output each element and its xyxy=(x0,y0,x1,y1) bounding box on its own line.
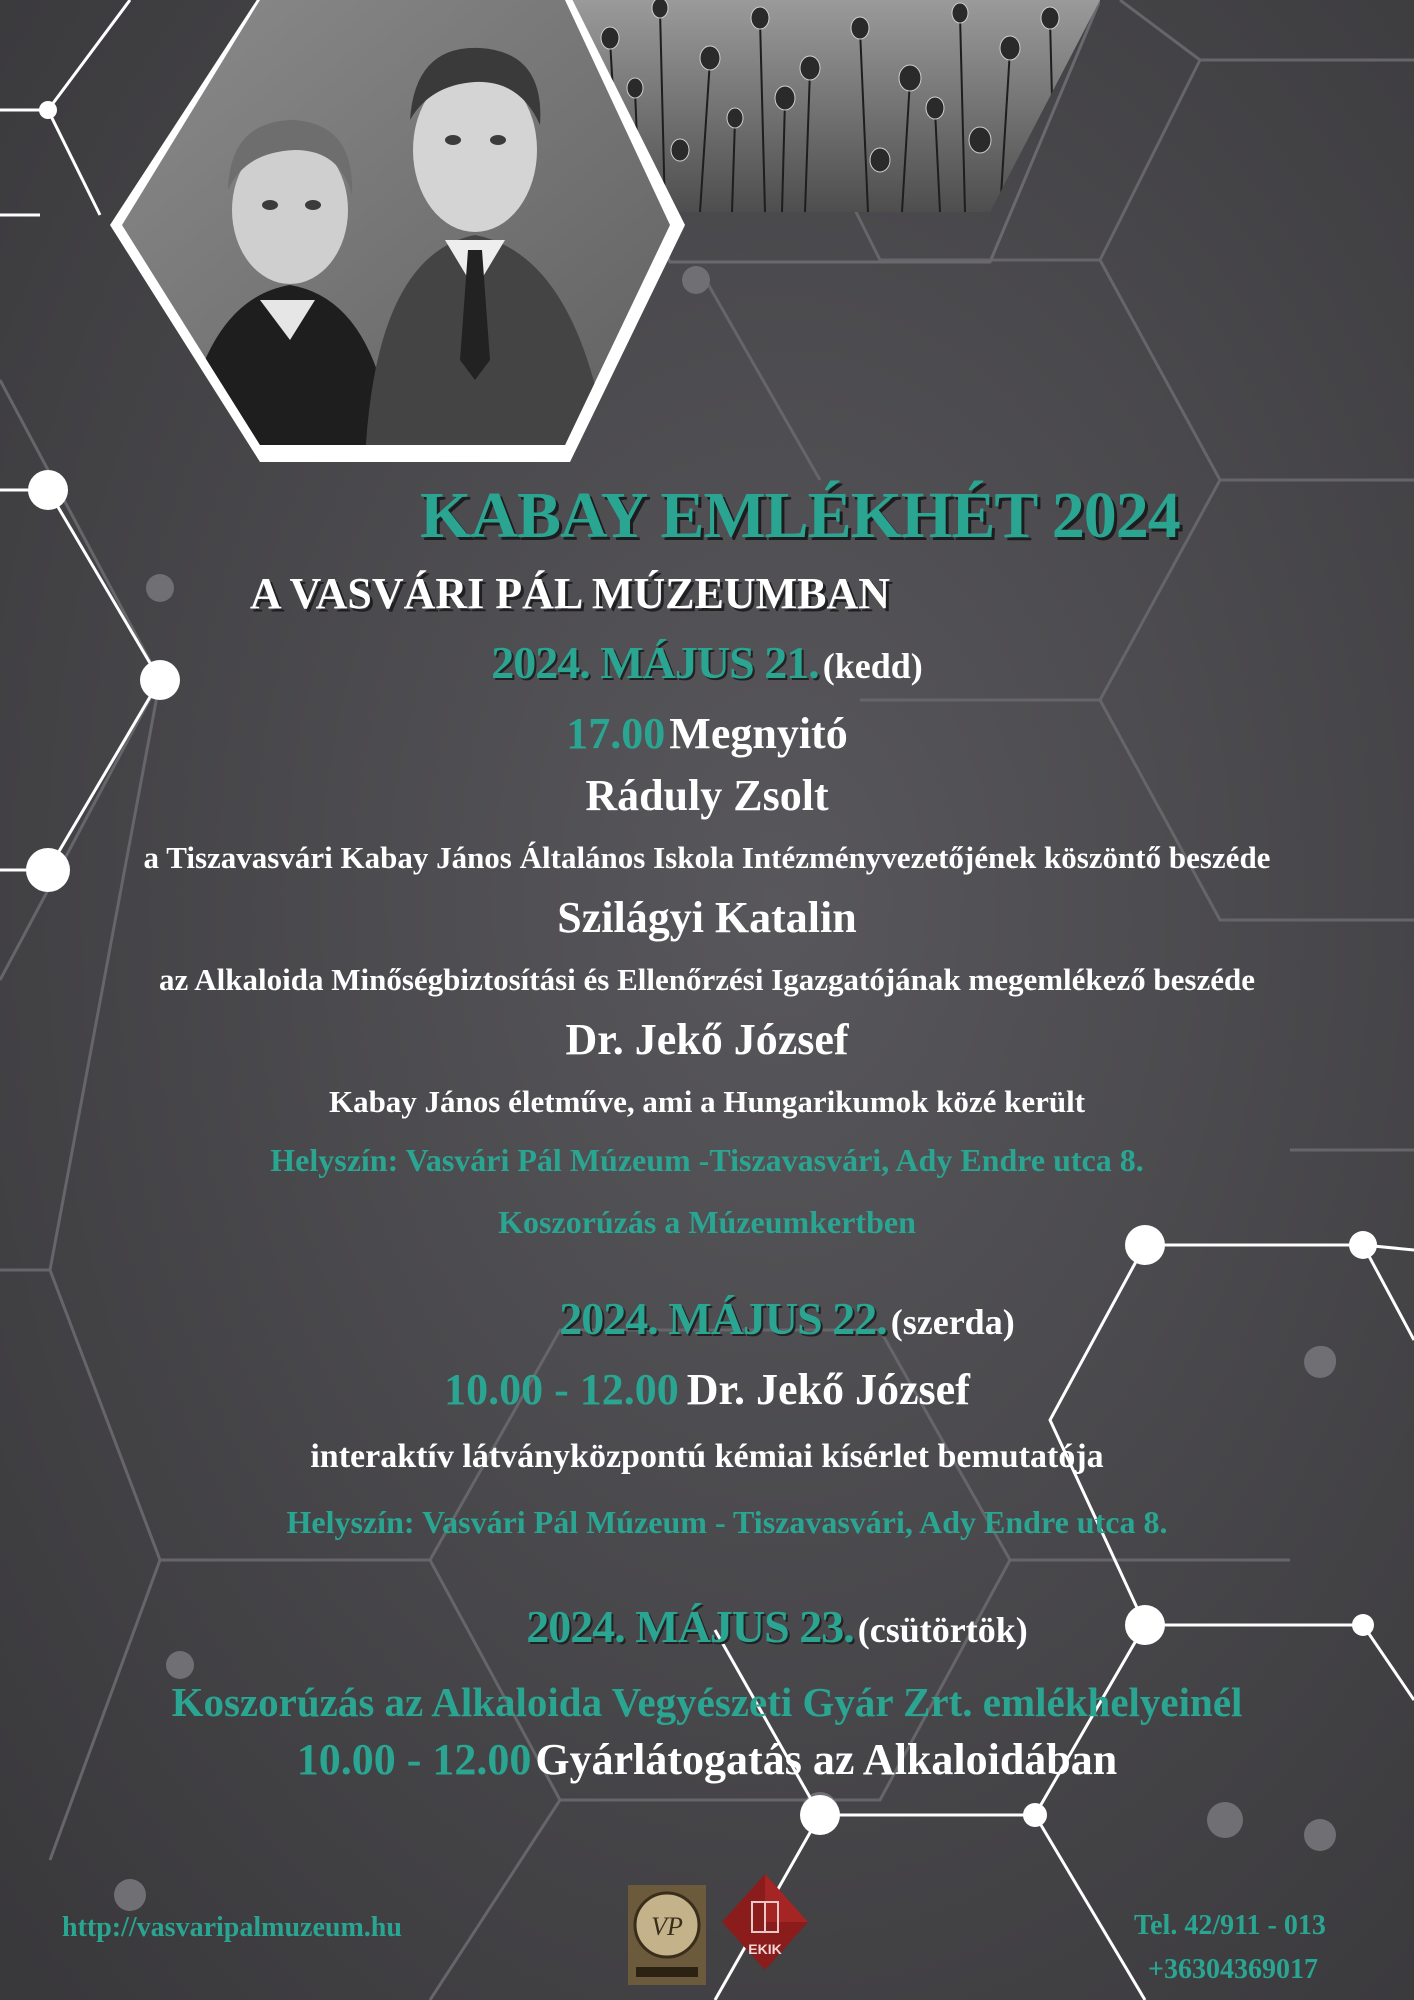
ekik-logo xyxy=(720,1872,810,1987)
speaker-jeko: Dr. Jekő József xyxy=(565,1015,849,1064)
portrait-photo xyxy=(110,0,685,470)
day3-weekday: (csütörtök) xyxy=(857,1610,1028,1650)
event-title: KABAY EMLÉKHÉT 2024 xyxy=(420,479,1180,552)
speaker-raduly-desc: a Tiszavasvári Kabay János Általános Iskola Intézményvezetőjének köszöntő beszéde xyxy=(143,840,1271,875)
day1-location: Helyszín: Vasvári Pál Múzeum -Tiszavasvári, Ady Endre utca 8. xyxy=(270,1142,1144,1178)
day2-date-line xyxy=(0,1292,1414,1345)
day2-location: Helyszín: Vasvári Pál Múzeum - Tiszavasvári, Ady Endre utca 8. xyxy=(286,1504,1168,1540)
day1-weekday: (kedd) xyxy=(822,646,923,686)
day2-weekday: (szerda) xyxy=(890,1302,1015,1342)
day2-time: 10.00 - 12.00 xyxy=(444,1365,679,1414)
day1-date: 2024. MÁJUS 21. xyxy=(491,637,819,688)
event-subtitle: A VASVÁRI PÁL MÚZEUMBAN xyxy=(249,569,891,618)
speaker-szilagyi-desc: az Alkaloida Minőségbiztosítási és Ellenőrzési Igazgatójának megemlékező beszéde xyxy=(158,962,1256,997)
day1-date-line xyxy=(0,636,1414,689)
day2-date: 2024. MÁJUS 22. xyxy=(559,1293,887,1344)
day3-tour-line xyxy=(0,1734,1414,1785)
day1-opening-line xyxy=(0,708,1414,759)
day2-desc: interaktív látványközpontú kémiai kísérlet bemutatója xyxy=(310,1438,1104,1475)
day3-event: Gyárlátogatás az Alkaloidában xyxy=(535,1735,1118,1784)
day3-time: 10.00 - 12.00 xyxy=(296,1735,532,1784)
speaker-szilagyi: Szilágyi Katalin xyxy=(557,893,857,942)
day1-event: Megnyitó xyxy=(669,709,848,758)
phone-mobile[interactable]: +36304369017 xyxy=(1148,1954,1318,1985)
speaker-raduly: Ráduly Zsolt xyxy=(585,771,829,820)
day1-time: 17.00 xyxy=(566,709,666,758)
museum-logo xyxy=(628,1885,706,1985)
museum-website-link[interactable]: http://vasvaripalmuzeum.hu xyxy=(62,1912,402,1943)
day3-wreath: Koszorúzás az Alkaloida Vegyészeti Gyár Zrt. emlékhelyeinél xyxy=(171,1679,1243,1725)
ekik-logo-text: EKIK xyxy=(748,1941,782,1957)
speaker-jeko-desc: Kabay János életműve, ami a Hungarikumok közé került xyxy=(328,1084,1086,1119)
day2-session-line xyxy=(0,1364,1414,1415)
day3-date: 2024. MÁJUS 23. xyxy=(526,1601,854,1652)
day3-date-line xyxy=(0,1600,1414,1653)
svg-text:VP: VP xyxy=(651,1912,683,1941)
day2-speaker: Dr. Jekő József xyxy=(686,1365,970,1414)
phone-landline[interactable]: Tel. 42/911 - 013 xyxy=(1134,1910,1326,1941)
day1-wreath: Koszorúzás a Múzeumkertben xyxy=(498,1204,916,1240)
